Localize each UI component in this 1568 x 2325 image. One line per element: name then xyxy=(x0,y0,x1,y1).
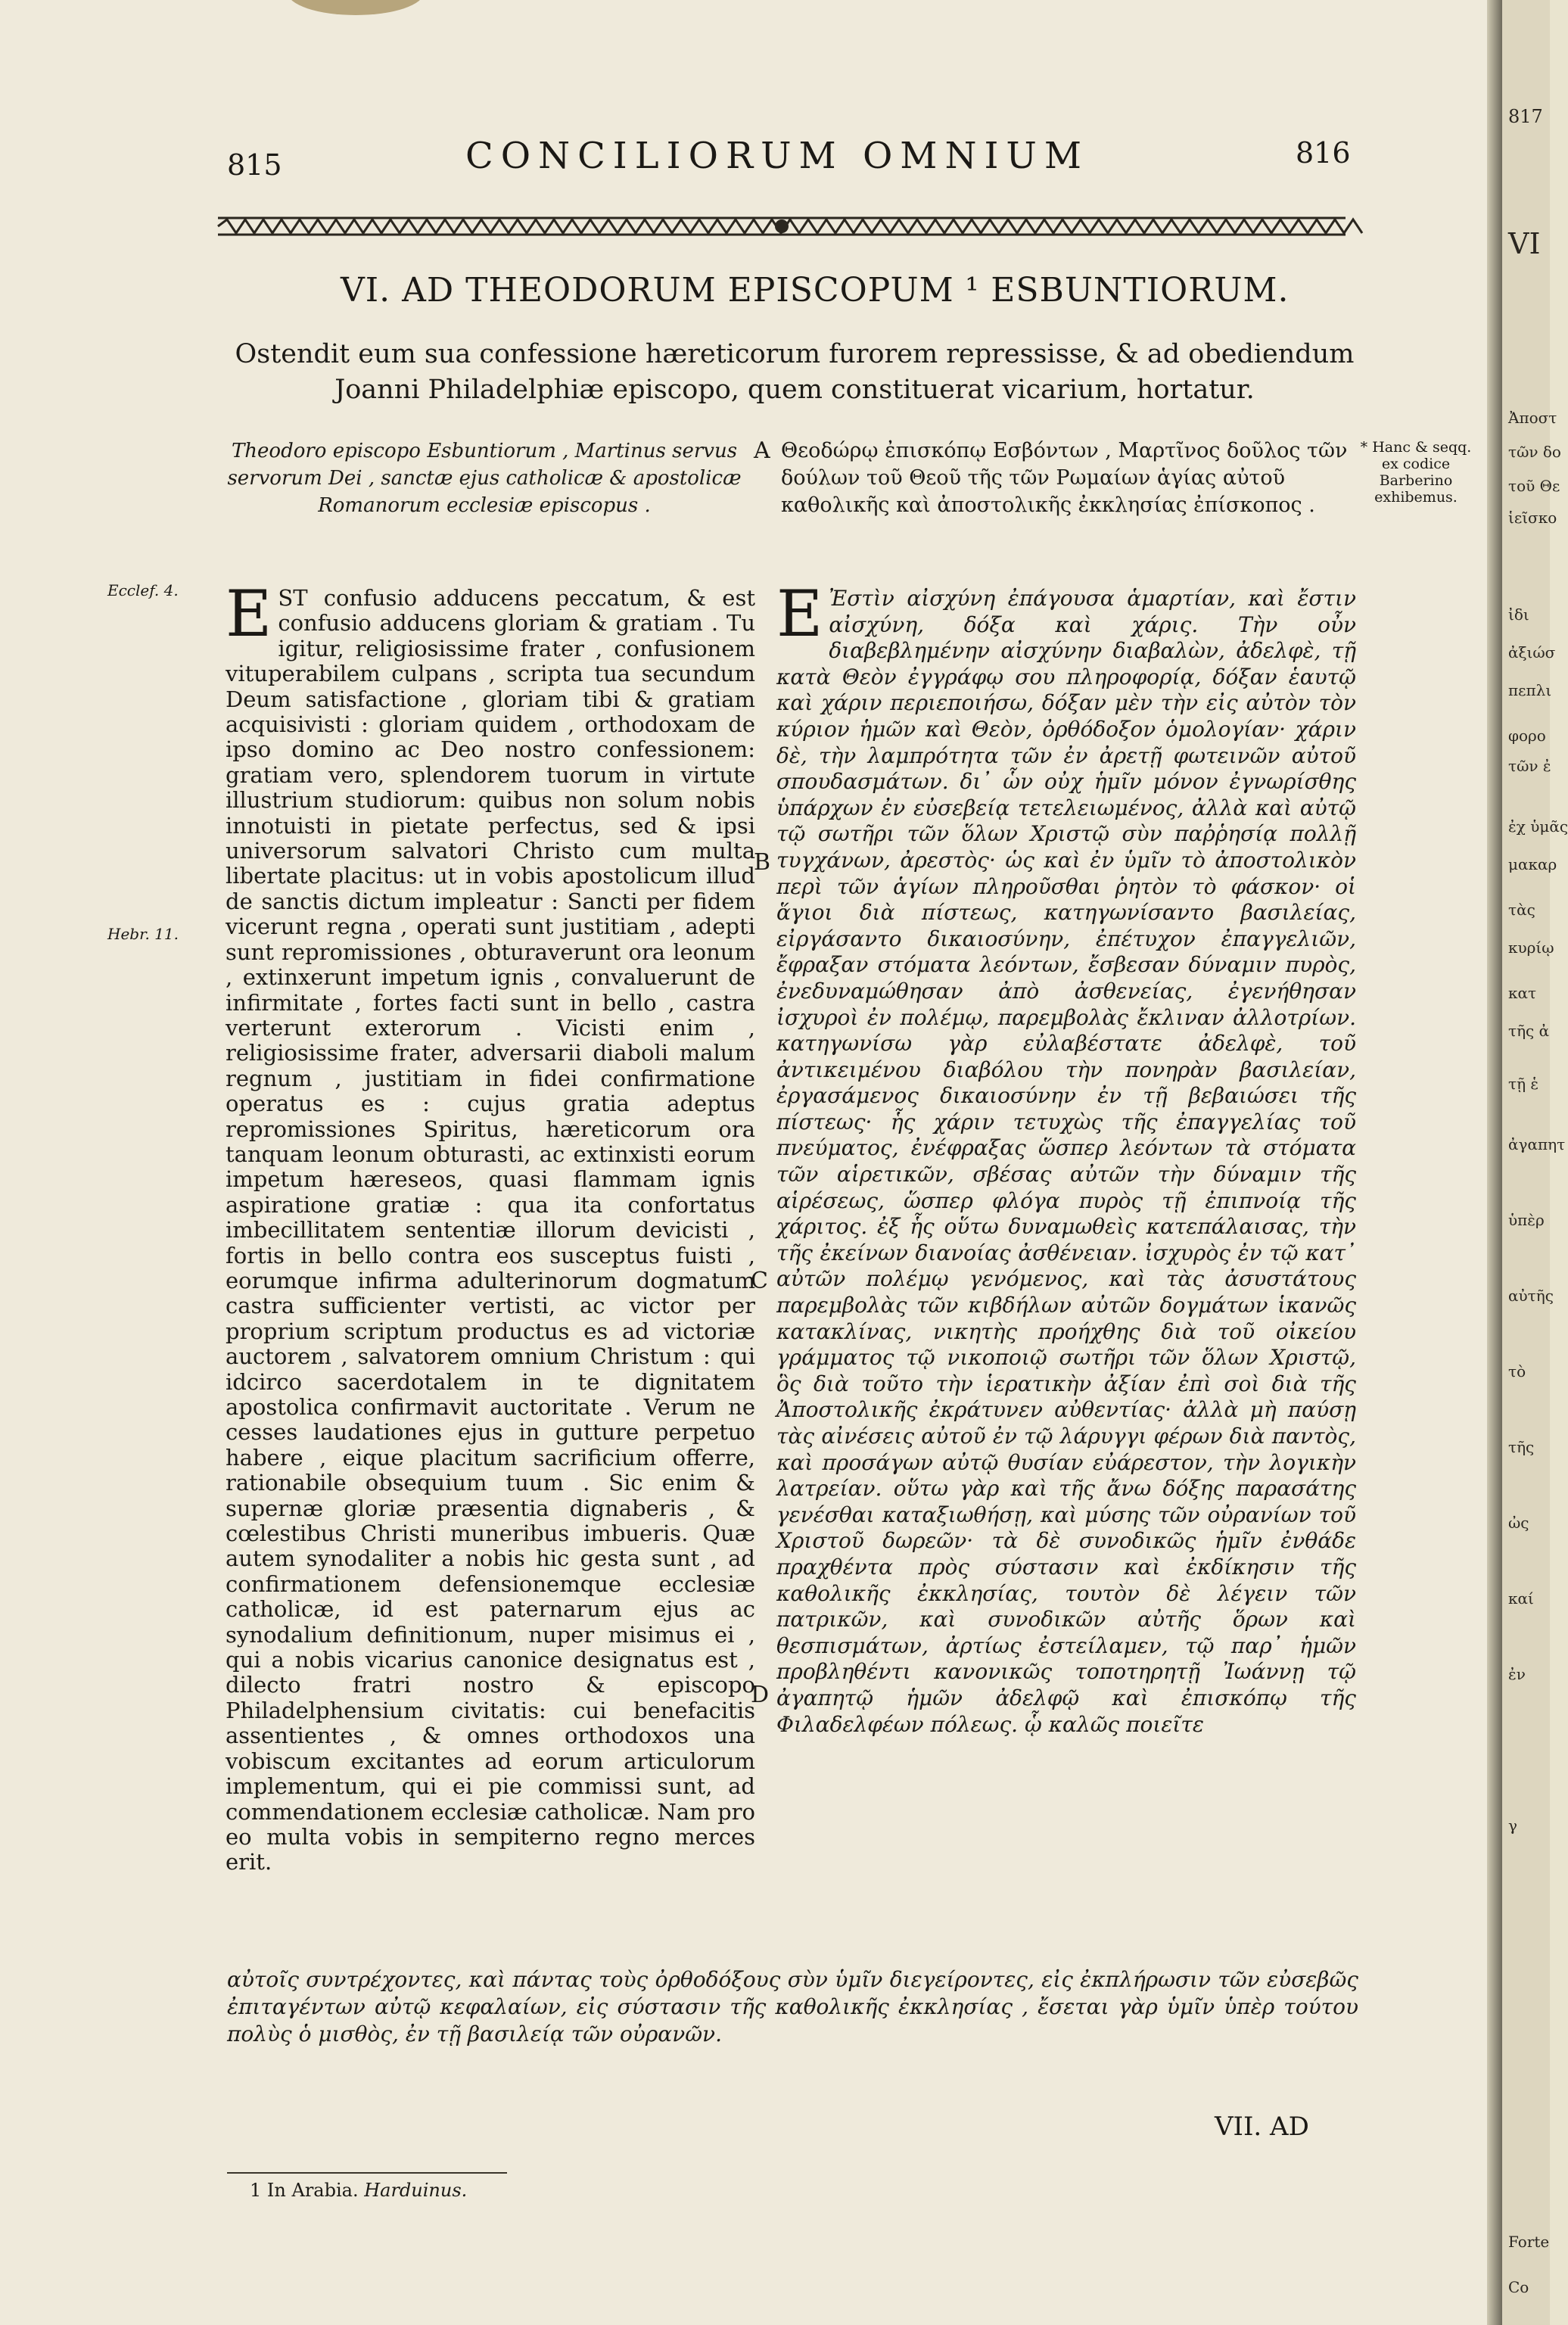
footnote-text: In Arabia. xyxy=(266,2180,359,2201)
next-page-fragment: τῆς ἀ xyxy=(1508,1022,1550,1040)
header-ornament xyxy=(218,213,1346,239)
next-page-fragment: καί xyxy=(1508,1589,1534,1608)
section-letter-c: C xyxy=(751,1268,768,1294)
next-page-fragment: τοῦ Θε xyxy=(1508,477,1560,495)
next-page-fragment: κυρίῳ xyxy=(1508,938,1554,957)
book-gutter xyxy=(1487,0,1502,2325)
section-letter-b: B xyxy=(754,849,771,876)
next-page-fragment: τὰς xyxy=(1508,901,1535,919)
summary: Ostendit eum sua confessione hæreticorum furorem repressisse, & ad obediendum Joanni Philadelphiæ episcopo, quem constituerat vicarium, hortatur. xyxy=(235,339,1355,405)
footnote-number: 1 xyxy=(250,2180,262,2201)
next-page-fragment: ἐν xyxy=(1508,1665,1526,1683)
next-page-fragment: Forte xyxy=(1508,2233,1550,2251)
next-page-fragment: αὐτῆς xyxy=(1508,1287,1554,1305)
address-latin: Theodoro episcopo Esbuntiorum , Martinus servus servorum Dei , sanctæ ejus catholicæ & apostolicæ Romanorum ecclesiæ episcopus . xyxy=(227,440,742,517)
next-page-fragment: Ἀποστ xyxy=(1508,409,1557,427)
next-page-fragment: τὸ xyxy=(1508,1362,1526,1380)
footnote xyxy=(250,2180,467,2201)
sidenote: * Hanc & seqq. ex codice Barberino exhibemus. xyxy=(1360,439,1472,506)
latin-column xyxy=(226,577,755,1875)
next-page-fragment: πεπλι xyxy=(1508,681,1552,699)
footnote-source: Harduinus. xyxy=(364,2180,468,2201)
greek-column xyxy=(776,577,1356,1738)
greek-continuation: αὐτοῖς συντρέχοντες, καὶ πάντας τοὺς ὀρθοδόξους σὺν ὑμῖν διεγείροντες, εἰς ἐκπλήρωσιν τῶν εὐσεβῶς ἐπιταγέντων αὐτῷ κεφαλαίων, εἰς σύστασιν τῆς καθολικῆς ἐκκλησίας , ἔσεται γὰρ ὑμῖν ὑπὲρ τούτου πολὺς ὁ μισθὸς, ἐν τῇ βασιλείᾳ τῶν οὐρανῶν. xyxy=(227,1967,1358,2046)
footnote-rule xyxy=(227,2172,507,2174)
next-page-fragment: κατ xyxy=(1508,984,1537,1002)
latin-dropcap: E xyxy=(226,577,272,651)
next-page-fragment: ἀξιώσ xyxy=(1508,643,1556,661)
letter-title: VI. AD THEODORUM EPISCOPUM ¹ ESBUNTIORUM. xyxy=(341,271,1290,310)
next-page-fragment: γ xyxy=(1508,1816,1517,1835)
latin-text: ST confusio adducens peccatum, & est confusio adducens gloriam & gratiam . Tu igitur, religiosissime frater , confusionem vituperabilem culpans , scripta tua secundum Deum satisfactione , gloriam tibi & gratiam acquisivisti : gloriam quidem , orthodoxam de ipso domino ac Deo nostro confessionem: gratiam vero, splendorem tuorum in virtute illustrium studiorum: quibus non solum nobis innotuisti in pietate perfectus, sed & ipsi universorum salvatori Christo cum multa libertate placitus: ut in vobis apostolicum illud de sanctis dictum impleatur : Sancti per fidem vicerunt regna , operati sunt justitiam , adepti sunt repromissiones , obturaverunt ora leonum , extinxerunt impetum ignis , convaluerunt de infirmitate , fortes facti sunt in bello , castra verterunt exterorum . Vicisti enim , religiosissime frater, adversarii diaboli malum regnum , justitiam in fidei confirmatione operatus es : cujus gratia adeptus repromissiones Spiritus, hæreticorum ora tanquam leonum obturasti, ac extinxisti eorum impetum hæreseos, quasi flammam ignis aspiratione gratiæ : qua ita confortatus imbecillitatem sententiæ illorum devicisti , fortis in bello contra eos susceptus fuisti , eorumque infirma adulterinorum dogmatum castra sufficienter vertisti, ac victor per proprium scriptum productus es ad victoriæ auctorem , salvatorem omnium Christum : qui idcirco sacerdotalem in te dignitatem apostolica confirmavit auctoritate . Verum ne cesses laudationes ejus in gutture perpetuo habere , eique placitum sacrificium offerre, rationabile obsequium tuum . Sic enim & supernæ gloriæ præsentia dignaberis , & cœlestibus Christi muneribus imbueris. Quæ autem synodaliter a nobis hic gesta sunt , ad confirmationem defensionemque ecclesiæ catholicæ, id est paternarum ejus ac synodalium definitionum, nuper misimus ei , qui a nobis vicarius canonice designatus est , dilecto fratri nostro & episcopo Philadelphensium civitatis: cui benefacitis assentientes , & omnes orthodoxos una vobiscum excitantes ad eorum articulorum implementum, qui ei pie commissi sunt, ad commendationem ecclesiæ catholicæ. Nam pro eo multa vobis in sempiterno regno merces erit. xyxy=(226,585,755,1875)
next-page-fragment: ἱεῖσκο xyxy=(1508,509,1557,527)
address-greek: Θεοδώρῳ ἐπισκόπῳ Εσβόντων , Μαρτῖνος δοῦλος τῶν δούλων τοῦ Θεοῦ τῆς τῶν Ρωμαίων ἁγίας αὐτοῦ καθολικῆς καὶ ἀποστολικῆς ἐκκλησίας ἐπίσκοπος . xyxy=(781,439,1348,517)
next-page-fragment: τῇ ἑ xyxy=(1508,1075,1539,1093)
catchword: VII. AD xyxy=(1215,2112,1309,2142)
section-letter-d: D xyxy=(751,1682,770,1708)
next-page-fragment: ἐχ ὑμᾶς xyxy=(1508,817,1568,836)
next-page-fragment: ὠς xyxy=(1508,1514,1529,1532)
next-page-fragment: μακαρ xyxy=(1508,855,1557,873)
next-page-fragment: ἰδι xyxy=(1508,605,1529,624)
margin-note-eccles: Ecclef. 4. xyxy=(107,581,179,599)
greek-text: Ἐστὶν αἰσχύνη ἐπάγουσα ἁμαρτίαν, καὶ ἔστιν αἰσχύνη, δόξα καὶ χάρις. Τὴν οὖν διαβεβλημένην αἰσχύνην διαβαλὼν, ἀδελφὲ, τῇ κατὰ Θεὸν ἐγγράφῳ σου πληροφορίᾳ, δόξαν ἑαυτῷ καὶ χάριν περιεποιήσω, δόξαν μὲν τὴν εἰς αὐτὸν τὸν κύριον ἡμῶν καὶ Θεὸν, ὀρθόδοξον ὁμολογίαν· χάριν δὲ, τὴν λαμπρότητα τῶν ἐν ἀρετῇ φωτεινῶν αὐτοῦ σπουδασμάτων. δι᾽ ὧν οὐχ ἡμῖν μόνον ἐγνωρίσθης ὑπάρχων ἐν εὐσεβείᾳ τετελειωμένος, ἀλλὰ καὶ αὐτῷ τῷ σωτῆρι τῶν ὅλων Χριστῷ σὺν παῤῥησίᾳ πολλῇ τυγχάνων, ἀρεστὸς· ὡς καὶ ἐν ὑμῖν τὸ ἀποστολικὸν περὶ τῶν ἁγίων πληροῦσθαι ῥητὸν τὸ φάσκον· οἱ ἅγιοι διὰ πίστεως, κατηγωνίσαντο βασιλείας, εἰργάσαντο δικαιοσύνην, ἐπέτυχον ἐπαγγελιῶν, ἔφραξαν στόματα λεόντων, ἔσβεσαν δύναμιν πυρὸς, ἐνεδυναμώθησαν ἀπὸ ἀσθενείας, ἐγενήθησαν ἰσχυροὶ ἐν πολέμῳ, παρεμβολὰς ἔκλιναν ἀλλοτρίων. κατηγωνίσω γὰρ εὐλαβέστατε ἀδελφὲ, τοῦ ἀντικειμένου διαβόλου τὴν πονηρὰν βασιλείαν, ἐργασάμενος δικαιοσύνην ἐν τῇ βεβαιώσει τῆς πίστεως· ἧς χάριν τετυχὼς τῆς ἐπαγγελίας τοῦ πνεύματος, ἐνέφραξας ὥσπερ λεόντων τὰ στόματα τῶν αἱρετικῶν, σβέσας αὐτῶν τὴν δύναμιν τῆς αἱρέσεως, ὥσπερ φλόγα πυρὸς τῇ ἐπιπνοίᾳ τῆς χάριτος. ἐξ ἧς οὕτω δυναμωθεὶς κατεπάλαισας, τὴν τῆς ἐκείνων διανοίας ἀσθένειαν. ἰσχυρὸς ἐν τῷ κατ᾽ αὐτῶν πολέμῳ γενόμενος, καὶ τὰς ἀσυστάτους παρεμβολὰς τῶν κιβδήλων αὐτῶν δογμάτων ἱκανῶς κατακλίνας, νικητὴς προήχθης διὰ τοῦ οἰκείου γράμματος τῷ νικοποιῷ σωτῆρι τῶν ὅλων Χριστῷ, ὃς διὰ τοῦτο τὴν ἱερατικὴν ἀξίαν ἐπὶ σοὶ διὰ τῆς Ἀποστολικῆς ἐκράτυνεν αὐθεντίας· ἀλλὰ μὴ παύσῃ τὰς αἰνέσεις αὐτοῦ ἐν τῷ λάρυγγι φέρων διὰ παντὸς, καὶ προσάγων αὐτῷ θυσίαν εὐάρεστον, τὴν λογικὴν λατρείαν. οὕτω γὰρ καὶ τῆς ἄνω δόξης παρασάτης γενέσθαι καταξιωθήσῃ, καὶ μύσης τῶν οὐρανίων τοῦ Χριστοῦ δωρεῶν· τὰ δὲ συνοδικῶς ἡμῖν ἐνθάδε πραχθέντα πρὸς σύστασιν καὶ ἐκδίκησιν τῆς καθολικῆς ἐκκλησίας, τουτὸν δὲ λέγειν τῶν πατρικῶν, καὶ συνοδικῶν αὐτῆς ὅρων καὶ θεσπισμάτων, ἀρτίως ἐστείλαμεν, τῷ παρ᾽ ἡμῶν προβληθέντι κανονικῶς τοποτηρητῇ Ἰωάννῃ τῷ ἀγαπητῷ ἡμῶν ἀδελφῷ καὶ ἐπισκόπῳ τῆς Φιλαδελφέων πόλεως. ᾧ καλῶς ποιεῖτε xyxy=(776,586,1356,1737)
running-title: CONCILIORUM OMNIUM xyxy=(465,135,1090,177)
next-page-fragment: τῆς xyxy=(1508,1438,1535,1456)
margin-note-hebr: Hebr. 11. xyxy=(107,925,179,943)
next-page-fragment: τῶν ἐ xyxy=(1508,757,1551,775)
next-page-fragment: ἀγαπητ xyxy=(1508,1135,1566,1153)
page-number-left: 815 xyxy=(227,148,282,182)
page-number-right: 816 xyxy=(1296,136,1351,170)
next-page-fragment: τῶν δο xyxy=(1508,443,1561,461)
section-letter-a: A xyxy=(754,437,770,464)
next-page-fragment: ὑπὲρ xyxy=(1508,1211,1545,1229)
greek-dropcap: Ε xyxy=(776,577,823,651)
next-page-fragment: Co xyxy=(1508,2278,1529,2296)
next-page-edge xyxy=(1502,0,1568,2325)
next-page-number: 817 xyxy=(1508,106,1543,127)
next-page-heading: VI xyxy=(1508,227,1541,260)
next-page-fragment: φορο xyxy=(1508,727,1546,745)
